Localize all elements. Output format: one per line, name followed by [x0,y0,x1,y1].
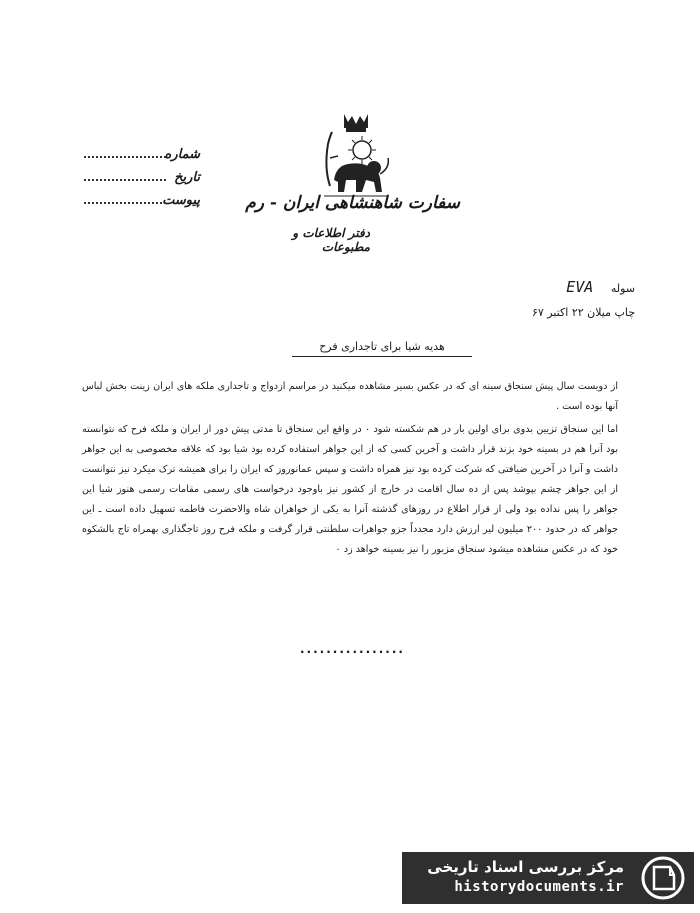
embassy-name: سفارت شاهنشاهی ایران - رم [245,193,460,213]
source-line: چاپ میلان ۲۲ اکتبر ۶۷ [531,306,635,319]
watermark-title: مرکز بررسی اسناد تاریخی [427,858,624,876]
number-dots [84,155,166,158]
body-text [82,377,618,563]
date-label: تاریخ [174,170,200,185]
reference-label: سوله [610,282,635,295]
letterhead-fields [80,140,200,209]
date-field [80,163,200,185]
document-reference [485,278,635,296]
number-field [80,140,200,162]
end-mark: ................ [300,642,405,656]
attachment-dots [84,201,166,204]
reference-value: EVA [566,278,594,296]
attachment-field [80,186,200,208]
paragraph: از دویست سال پیش سنجاق سینه ای که در عکس بسیر مشاهده میکنید در مراسم ازدواج و تاجداری ملکه های ایران زینت بخش لباس آنها بوده است . [82,381,618,412]
watermark [402,852,694,904]
archive-logo-icon [640,855,686,901]
date-dots [84,178,166,181]
number-label: شماره [164,147,200,162]
attachment-label: پیوست [162,193,200,208]
paragraph: اما این سنجاق تزیین بدوی برای اولین بار در هم شکسته شود ۰ در واقع این سنجاق تا مدتی پیش دور از ایران و ملکه فرح که نتوانسته بود آنرا هم در بسینه خود بزند قرار داشت و آخرین کسی که از این جواهر استفاده کرده بود شیا بود که علاقه مخصوصی به این جواهر داشت و آنرا در آخرین ضیافتی که شرکت کرده بود نیز همراه داشت و سپس عمانوروز که ایران را برای همیشه ترک میکرد نیز نتوانست از این جواهر چشم بپوشد پس از ده سال اقامت در خارج از کشور نیز باوجود درخواست های رسمی مقامات رسمی هنوز شیا این جواهر را پس نداده بود ولی از قرار اطلاع در روزهای گذشته آنرا به یکی از خواهران شاه والاحضرت فاطمه تسهیل داده است ـ این جواهر که در حدود ۲۰۰ میلیون لیر ارزش دارد مجدداً جزو جواهرات سلطنتی قرار گرفت و ملکه فرح روز تاجگذاری بهمراه تاج بالشکوه خود که در عکس مشاهده میشود سنجاق مزبور را نیز بسینه خواهد زد ۰ [82,424,619,555]
watermark-url: historydocuments.ir [454,879,624,895]
lion-and-sun-emblem [316,110,396,200]
office-name: دفتر اطلاعات و مطبوعات [292,226,370,254]
headline: هدیه شیا برای تاجداری فرح [292,340,472,357]
